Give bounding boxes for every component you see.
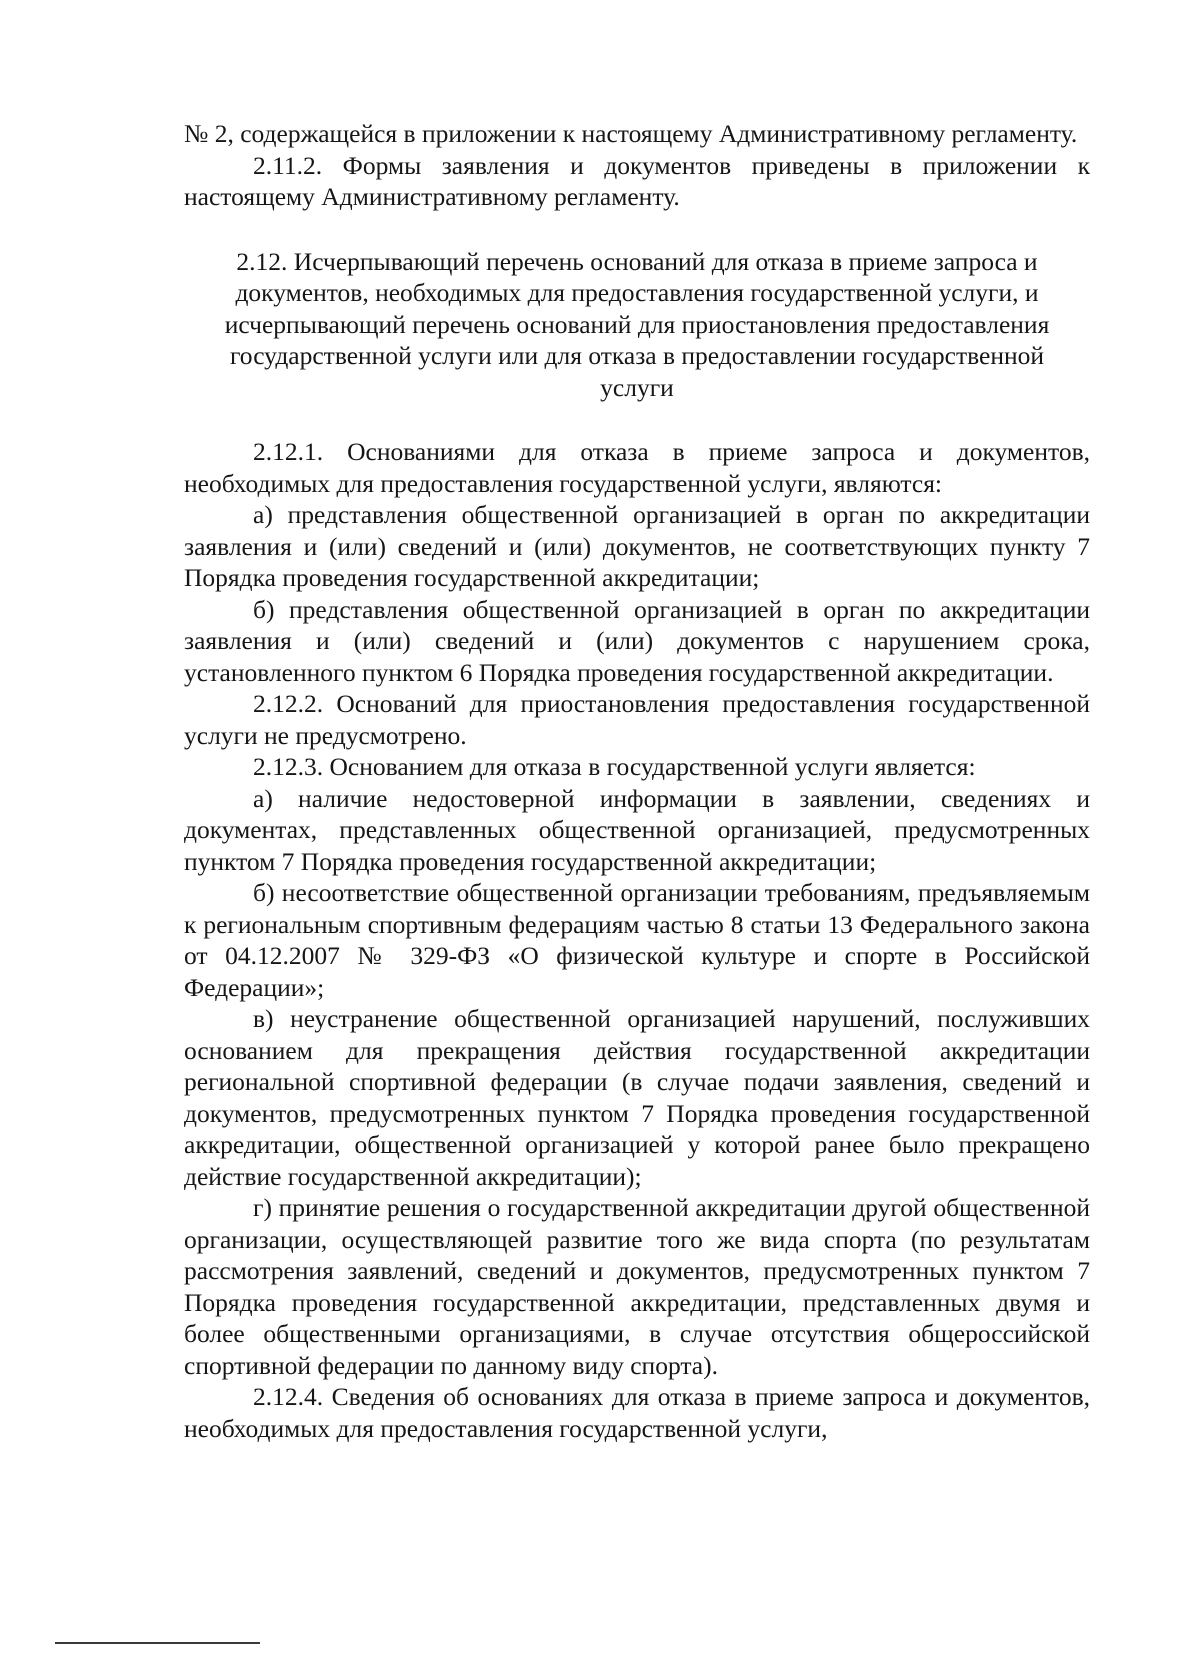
list-item-2-12-1-b: б) представления общественной организацией в орган по аккредитации заявления и (или) сведений и (или) документов с нарушением срока, установленного пунктом 6 Порядка проведения государственной аккредитации.	[184, 594, 1090, 687]
list-item-2-12-3-v: в) неустранение общественной организацией нарушений, послуживших основанием для прекращения действия государственной аккредитации региональной спортивной федерации (в случае подачи заявления, сведений и документов, предусмотренных пунктом 7 Порядка проведения государственной аккредитации, общественной организацией у которой ранее было прекращено действие государственной аккредитации);	[184, 1004, 1090, 1191]
paragraph-2-12-2: 2.12.2. Оснований для приостановления предоставления государственной услуги не предусмотрено.	[184, 689, 1090, 750]
paragraph-2-11-2: 2.11.2. Формы заявления и документов приведены в приложении к настоящему Административному регламенту.	[184, 150, 1090, 211]
list-item-2-12-3-g: г) принятие решения о государственной аккредитации другой общественной организации, осуществляющей развитие того же вида спорта (по результатам рассмотрения заявлений, сведений и документов, предусмотренных пунктом 7 Порядка проведения государственной аккредитации, представленных двумя и более общественными организациями, в случае отсутствия общероссийской спортивной федерации по данному виду спорта).	[184, 1193, 1090, 1380]
list-item-2-12-1-a: а) представления общественной организацией в орган по аккредитации заявления и (или) сведений и (или) документов, не соответствующих пункту 7 Порядка проведения государственной аккредитации;	[184, 500, 1090, 592]
list-item-2-12-3-a: а) наличие недостоверной информации в заявлении, сведениях и документах, представленных общественной организацией, предусмотренных пунктом 7 Порядка проведения государственной аккредитации;	[184, 783, 1090, 876]
paragraph-2-12-4: 2.12.4. Сведения об основаниях для отказа в приеме запроса и документов, необходимых для предоставления государственной услуги,	[184, 1382, 1090, 1443]
footer-rule	[55, 1642, 260, 1644]
document-body	[184, 118, 1090, 1444]
paragraph-2-12-1: 2.12.1. Основаниями для отказа в приеме запроса и документов, необходимых для предоставления государственной услуги, являются:	[184, 437, 1090, 498]
paragraph-2-12-3: 2.12.3. Основанием для отказа в государственной услуги является:	[253, 752, 976, 781]
section-heading-2-12: 2.12. Исчерпывающий перечень оснований для отказа в приеме запроса и документов, необходимых для предоставления государственной услуги, и исчерпывающий перечень оснований для приостановления предоставления государственной услуги или для отказа в предоставлении государственной услуги	[224, 246, 1050, 402]
paragraph-continuation: № 2, содержащейся в приложении к настоящему Административному регламенту.	[184, 119, 1078, 148]
list-item-2-12-3-b: б) несоответствие общественной организации требованиям, предъявляемым к региональным спортивным федерациям частью 8 статьи 13 Федерального закона от 04.12.2007 № 329-ФЗ «О физической культуре и спорте в Российской Федерации»;	[184, 878, 1090, 1002]
